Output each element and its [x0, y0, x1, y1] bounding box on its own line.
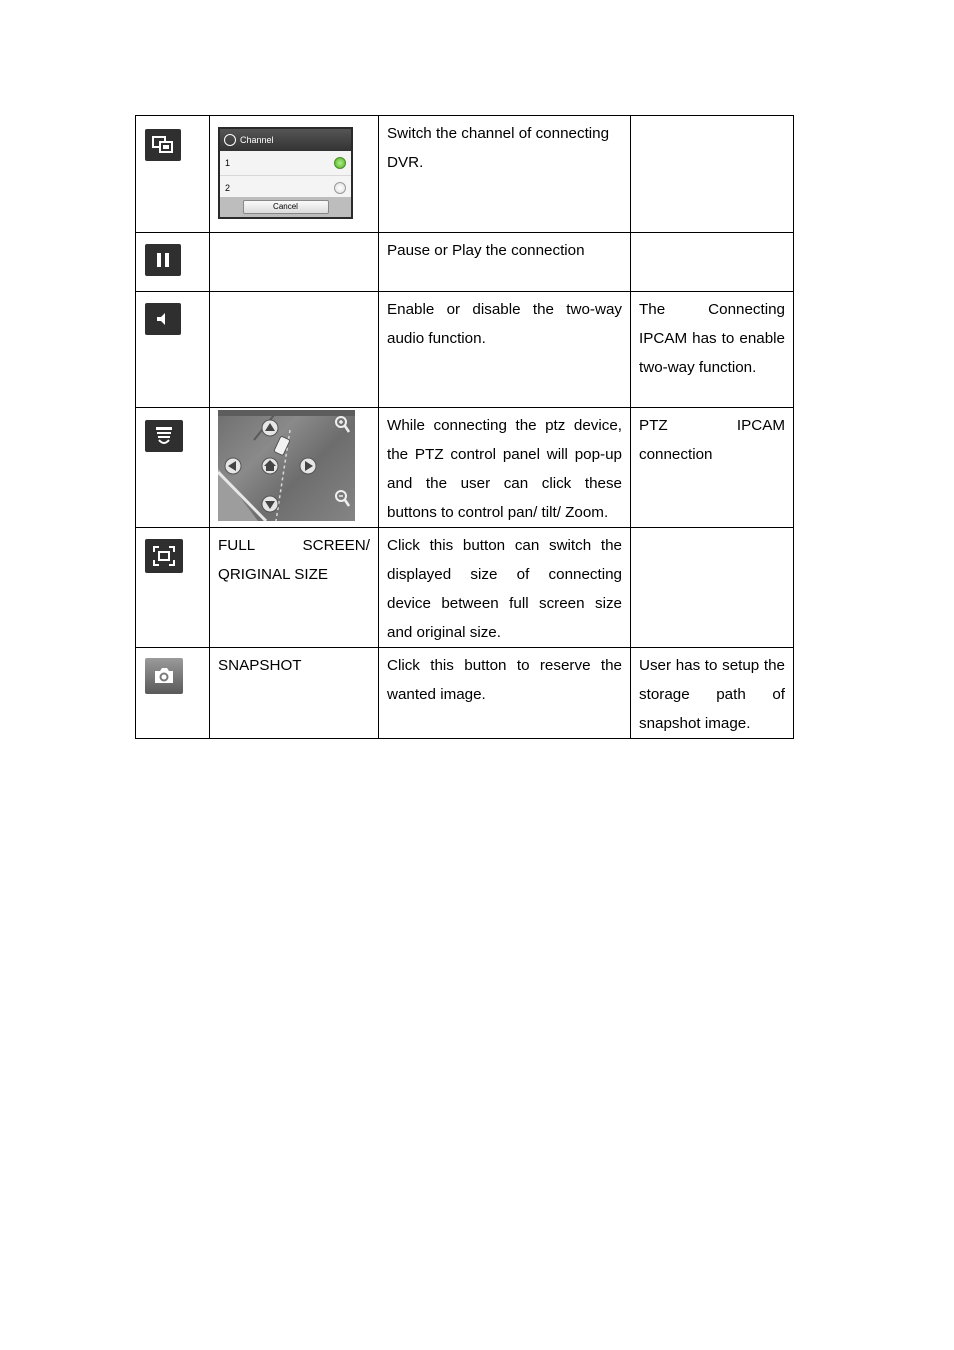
channel-dialog-image [218, 127, 353, 219]
note-text [631, 528, 793, 531]
table-row [136, 408, 794, 528]
function-text: FULL SCREEN/ QRIGINAL SIZE [218, 537, 370, 583]
up-arrow-icon [262, 420, 278, 436]
table-row [136, 648, 794, 739]
speaker-icon [145, 303, 181, 335]
pause-icon [145, 244, 181, 276]
vehicle [274, 436, 290, 456]
function-text [210, 292, 378, 295]
feature-table [135, 115, 794, 739]
radio-unselected-icon [334, 182, 346, 194]
camera-icon [145, 658, 183, 694]
table-row [136, 528, 794, 648]
zoom-in-icon [336, 417, 349, 432]
channel-option: 1 [220, 151, 351, 176]
right-arrow-icon [300, 458, 316, 474]
channel-option: 2 [220, 176, 351, 201]
table-row [136, 233, 794, 292]
ptz-camera-icon [145, 420, 183, 452]
down-arrow-icon [262, 496, 278, 512]
cancel-button-image: Cancel [243, 200, 329, 214]
left-arrow-icon [225, 458, 241, 474]
channel-dialog-header [220, 129, 351, 151]
zoom-out-icon [336, 491, 349, 506]
note-text: PTZ IPCAM connection [639, 417, 785, 463]
function-text [210, 233, 378, 236]
note-text: User has to setup the storage path of snapshot image. [639, 657, 785, 732]
function-text: SNAPSHOT [218, 657, 302, 674]
description-text: While connecting the ptz device, the PTZ control panel will pop-up and the user can click these buttons to control pan/ tilt/ Zoom. [387, 417, 622, 521]
description-text: Switch the channel of connecting DVR. [387, 125, 610, 171]
note-text: The Connecting IPCAM has to enable two-way function. [639, 301, 785, 376]
description-text: Click this button to reserve the wanted image. [387, 657, 622, 703]
note-text [631, 116, 793, 119]
chevron-down-icon [224, 134, 236, 146]
description-text: Enable or disable the two-way audio function. [387, 301, 622, 347]
channel-dialog-title: Channel [240, 135, 274, 145]
note-text [631, 233, 793, 236]
fullscreen-icon [145, 539, 183, 573]
table-row [136, 292, 794, 408]
channel-switch-icon [145, 129, 181, 161]
ptz-control-panel-image [218, 410, 355, 521]
description-text: Pause or Play the connection [387, 242, 585, 259]
radio-selected-icon [334, 157, 346, 169]
table-row [136, 116, 794, 233]
home-icon [262, 458, 278, 474]
description-text: Click this button can switch the displayed size of connecting device between full screen size and original size. [387, 537, 622, 641]
